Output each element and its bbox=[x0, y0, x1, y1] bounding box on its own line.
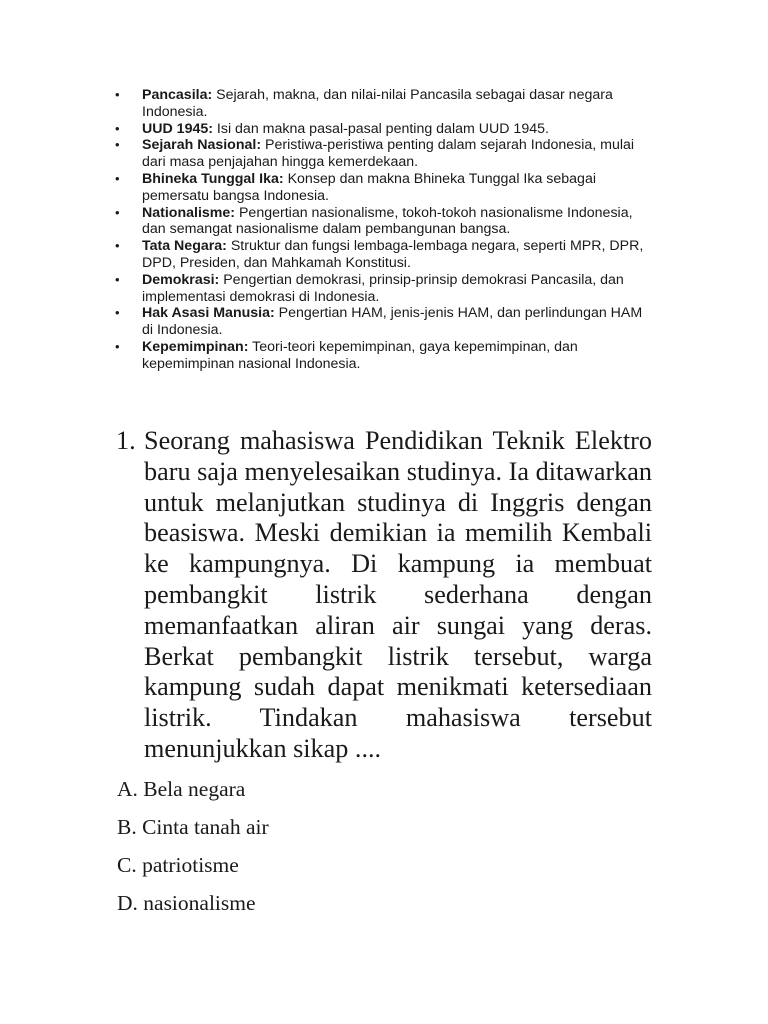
topic-term: Sejarah Nasional: bbox=[142, 137, 262, 154]
question-block bbox=[116, 426, 652, 765]
topic-description: Struktur dan fungsi lembaga-lembaga negara, seperti MPR, DPR, DPD, Presiden, dan Mahkamah Konstitusi. bbox=[142, 238, 644, 271]
topic-term: Pancasila: bbox=[142, 87, 213, 103]
bullet-icon: • bbox=[115, 238, 120, 254]
bullet-icon: • bbox=[115, 137, 120, 153]
topic-description: Pengertian nasionalisme, tokoh-tokoh nasionalisme Indonesia, dan semangat nasionalisme dalam pembangunan bangsa. bbox=[142, 204, 633, 238]
topic-term: Nationalisme: bbox=[142, 204, 236, 221]
topic-item bbox=[114, 272, 654, 306]
bullet-icon: • bbox=[115, 170, 120, 186]
bullet-icon: • bbox=[115, 204, 120, 220]
topic-item bbox=[114, 238, 654, 272]
topic-description: Peristiwa-peristiwa penting dalam sejarah Indonesia, mulai dari masa penjajahan hingga kemerdekaan. bbox=[142, 137, 635, 171]
topic-item bbox=[114, 305, 654, 339]
bullet-icon: • bbox=[115, 271, 120, 287]
option-d: D. nasionalisme bbox=[117, 891, 256, 915]
topic-term: Demokrasi: bbox=[142, 271, 220, 288]
option-c: C. patriotisme bbox=[117, 853, 239, 877]
topic-term: Kepemimpinan: bbox=[142, 338, 249, 355]
topic-description: Pengertian HAM, jenis-jenis HAM, dan perlindungan HAM di Indonesia. bbox=[142, 305, 643, 339]
topic-description: Teori-teori kepemimpinan, gaya kepemimpinan, dan kepemimpinan nasional Indonesia. bbox=[142, 338, 578, 372]
question-text: Seorang mahasiswa Pendidikan Teknik Elektro baru saja menyelesaikan studinya. Ia ditawarkan untuk melanjutkan studinya di Inggris dengan beasiswa. Meski demikian ia memilih Kembali ke kampungnya. Di kampung ia membuat pembangkit listrik sederhana dengan memanfaatkan aliran air sungai yang deras. Berkat pembangkit listrik tersebut, warga kampung sudah dapat menikmati ketersediaan listrik. Tindakan mahasiswa tersebut menunjukkan sikap .... bbox=[144, 426, 652, 763]
bullet-icon: • bbox=[115, 338, 120, 354]
answer-options bbox=[117, 774, 269, 926]
option-b: B. Cinta tanah air bbox=[117, 815, 269, 839]
topic-term: Bhineka Tunggal Ika: bbox=[142, 170, 284, 187]
topic-term: UUD 1945: bbox=[142, 120, 213, 137]
topic-description: Konsep dan makna Bhineka Tunggal Ika sebagai pemersatu bangsa Indonesia. bbox=[142, 170, 596, 204]
topic-item bbox=[114, 171, 654, 205]
topic-term: Hak Asasi Manusia: bbox=[142, 305, 275, 322]
topic-item bbox=[114, 121, 654, 138]
topic-item bbox=[114, 137, 654, 171]
bullet-icon: • bbox=[115, 305, 120, 321]
topic-list bbox=[114, 87, 654, 373]
topic-description: Isi dan makna pasal-pasal penting dalam UUD 1945. bbox=[212, 120, 549, 137]
option-a: A. Bela negara bbox=[117, 777, 246, 801]
topic-description: Pengertian demokrasi, prinsip-prinsip demokrasi Pancasila, dan implementasi demokrasi di Indonesia. bbox=[142, 271, 624, 305]
question-number: 1. bbox=[116, 426, 136, 455]
topic-item bbox=[114, 87, 654, 121]
bullet-icon: • bbox=[115, 120, 120, 136]
topic-item bbox=[114, 205, 654, 239]
bullet-icon: • bbox=[115, 87, 120, 102]
topic-term: Tata Negara: bbox=[142, 238, 227, 255]
topic-description: Sejarah, makna, dan nilai-nilai Pancasila sebagai dasar negara Indonesia. bbox=[142, 87, 613, 120]
topic-item bbox=[114, 339, 654, 373]
